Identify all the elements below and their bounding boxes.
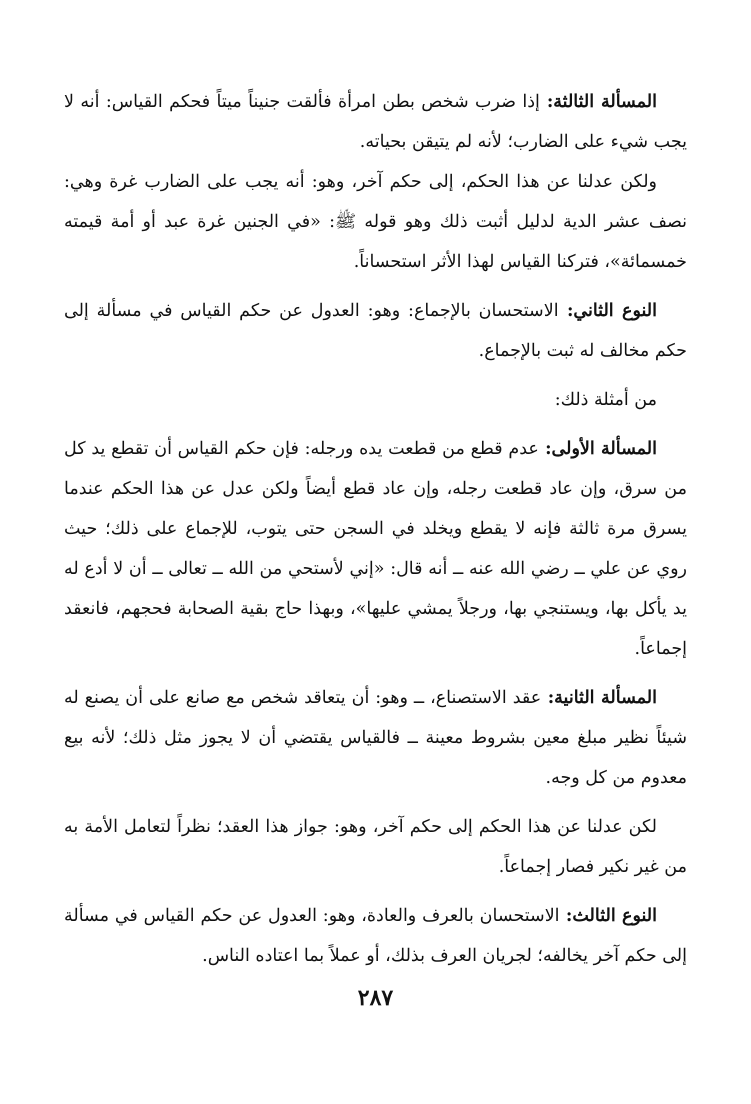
- heading-second-type: النوع الثاني:: [558, 301, 657, 321]
- paragraph-text: إذا ضرب شخص بطن امرأة فألقت جنيناً ميتاً فحكم القياس: أنه لا يجب شيء على الضارب؛ لأنه لم يتيقن بحياته.: [64, 92, 687, 152]
- paragraph-3: [64, 291, 687, 371]
- paragraph-text: الاستحسان بالعرف والعادة، وهو: العدول عن حكم القياس في مسألة إلى حكم آخر يخالفه؛ لجريان العرف بذلك، أو عملاً بما اعتاده الناس.: [64, 906, 687, 966]
- paragraph-text: من أمثلة ذلك:: [554, 390, 657, 410]
- page-body: [64, 82, 687, 976]
- paragraph-8: [64, 896, 687, 976]
- paragraph-5: [64, 429, 687, 669]
- paragraph-text: ولكن عدلنا عن هذا الحكم، إلى حكم آخر، وهو: أنه يجب على الضارب غرة وهي: نصف عشر الدية لدليل أثبت ذلك وهو قوله ﷺ: «في الجنين غرة عبد أو أمة قيمته خمسمائة»، فتركنا القياس لهذا الأثر استحساناً.: [64, 172, 687, 272]
- heading-second-issue: المسألة الثانية:: [541, 688, 657, 708]
- paragraph-1: [64, 82, 687, 162]
- paragraph-text: الاستحسان بالإجماع: وهو: العدول عن حكم القياس في مسألة إلى حكم مخالف له ثبت بالإجماع.: [64, 301, 687, 361]
- paragraph-text: عدم قطع من قطعت يده ورجله: فإن حكم القياس أن تقطع يد كل من سرق، وإن عاد قطعت رجله، وإن عاد قطع أيضاً ولكن عدل عن هذا الحكم عندما يسرق مرة ثالثة فإنه لا يقطع ويخلد في السجن حتى يتوب، للإجماع على ذلك؛ حيث روي عن علي ــ رضي الله عنه ــ أنه قال: «إني لأستحي من الله ــ تعالى ــ أن لا أدع له يد يأكل بها، ويستنجي بها، ورجلاً يمشي عليها»، وبهذا حاج بقية الصحابة فحجهم، فانعقد إجماعاً.: [64, 439, 687, 659]
- paragraph-text: عقد الاستصناع، ــ وهو: أن يتعاقد شخص مع صانع على أن يصنع له شيئاً نظير مبلغ معين بشروط معينة ــ فالقياس يقتضي أن لا يجوز مثل ذلك؛ لأنه بيع معدوم من كل وجه.: [64, 688, 687, 788]
- paragraph-2: [64, 162, 687, 282]
- page-number: ٢٨٧: [357, 985, 394, 1011]
- heading-first-issue: المسألة الأولى:: [538, 439, 657, 459]
- paragraph-text: لكن عدلنا عن هذا الحكم إلى حكم آخر، وهو: جواز هذا العقد؛ نظراً لتعامل الأمة به من غير نكير فصار إجماعاً.: [64, 817, 687, 877]
- paragraph-7: [64, 807, 687, 887]
- heading-third-type: النوع الثالث:: [559, 906, 657, 926]
- paragraph-6: [64, 678, 687, 798]
- paragraph-4: [64, 380, 687, 420]
- heading-third-issue: المسألة الثالثة:: [539, 92, 657, 112]
